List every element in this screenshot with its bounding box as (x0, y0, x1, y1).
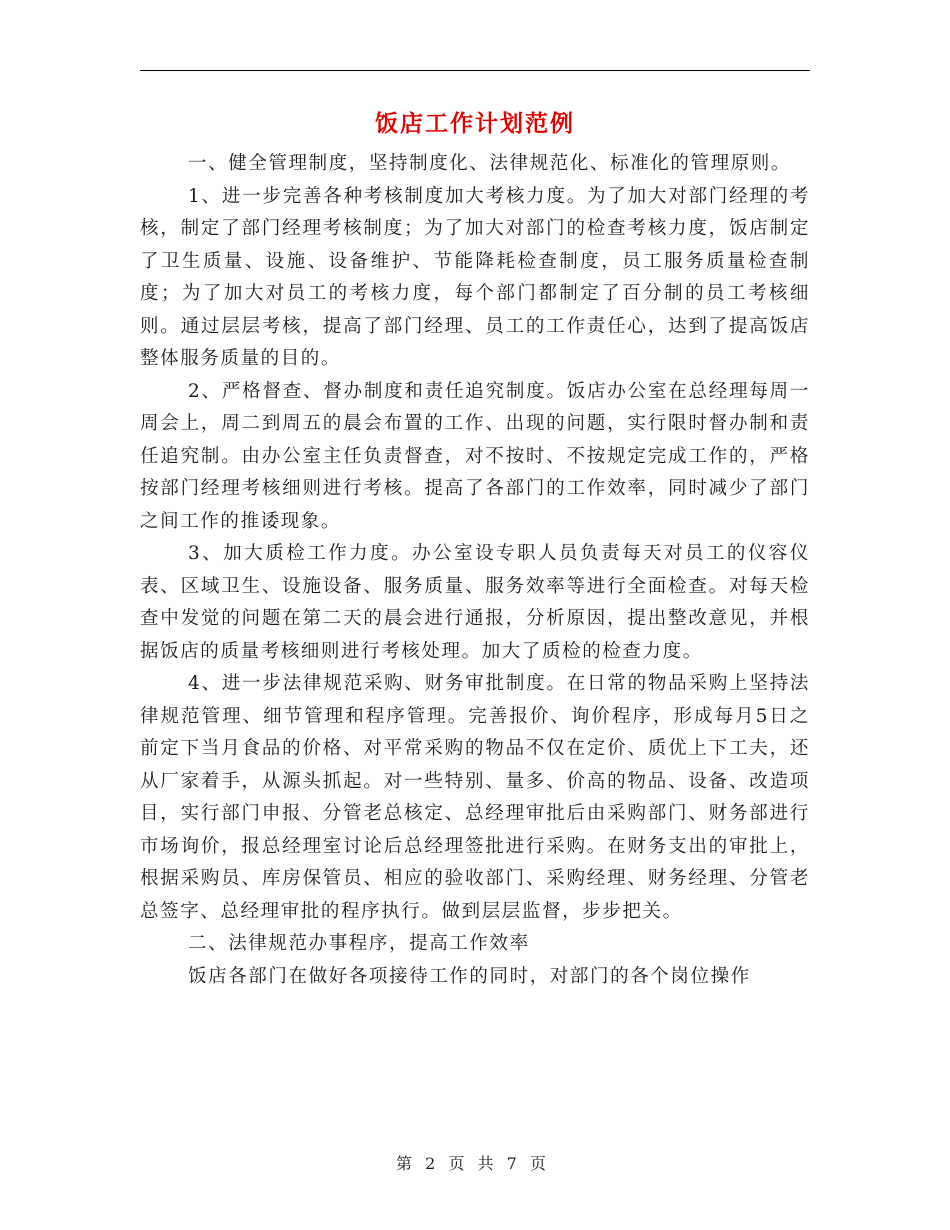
footer-prefix: 第 (396, 1154, 413, 1173)
header-rule (140, 70, 810, 71)
page-footer (0, 1152, 950, 1176)
footer-suffix: 页 (529, 1154, 546, 1173)
footer-current-page: 2 (425, 1154, 436, 1173)
paragraph-item-1: 1、进一步完善各种考核制度加大考核力度。为了加大对部门经理的考核，制定了部门经理考核制度；为了加大对部门的检查考核力度，饭店制定了卫生质量、设施、设备维护、节能降耗检查制度，员工服务质量检查制度；为了加大对员工的考核力度，每个部门都制定了百分制的员工考核细则。通过层层考核，提高了部门经理、员工的工作责任心，达到了提高饭店整体服务质量的目的。 (140, 185, 810, 369)
footer-total-pages: 7 (506, 1154, 517, 1173)
paragraph-item-3: 3、加大质检工作力度。办公室设专职人员负责每天对员工的仪容仪表、区域卫生、设施设备、服务质量、服务效率等进行全面检查。对每天检查中发觉的问题在第二天的晨会进行通报，分析原因，提出整改意见，并根据饭店的质量考核细则进行考核处理。加大了质检的检查力度。 (140, 543, 810, 662)
footer-page-word: 页 (448, 1154, 465, 1173)
paragraph-continued: 饭店各部门在做好各项接待工作的同时，对部门的各个岗位操作 (188, 965, 751, 987)
section-heading-2: 二、法律规范办事程序，提高工作效率 (188, 933, 530, 954)
document-body (140, 148, 810, 993)
paragraph-item-4: 4、进一步法律规范采购、财务审批制度。在日常的物品采购上坚持法律规范管理、细节管理和程序管理。完善报价、询价程序，形成每月5日之前定下当月食品的价格、对平常采购的物品不仅在定价、质优上下工夫，还从厂家着手，从源头抓起。对一些特别、量多、价高的物品、设备、改造项目，实行部门申报、分管老总核定、总经理审批后由采购部门、财务部进行市场询价，报总经理室讨论后总经理签批进行采购。在财务支出的审批上，根据采购员、库房保管员、相应的验收部门、采购经理、财务经理、分管老总签字、总经理审批的程序执行。做到层层监督，步步把关。 (140, 673, 810, 922)
paragraph-item-2: 2、严格督查、督办制度和责任追究制度。饭店办公室在总经理每周一周会上，周二到周五的晨会布置的工作、出现的问题，实行限时督办制和责任追究制。由办公室主任负责督查，对不按时、不按规定完成工作的，严格按部门经理考核细则进行考核。提高了各部门的工作效率，同时减少了部门之间工作的推诿现象。 (140, 380, 810, 532)
footer-total-word: 共 (477, 1154, 494, 1173)
document-title: 饭店工作计划范例 (375, 110, 575, 137)
section-heading-1: 一、健全管理制度，坚持制度化、法律规范化、标准化的管理原则。 (188, 153, 792, 174)
